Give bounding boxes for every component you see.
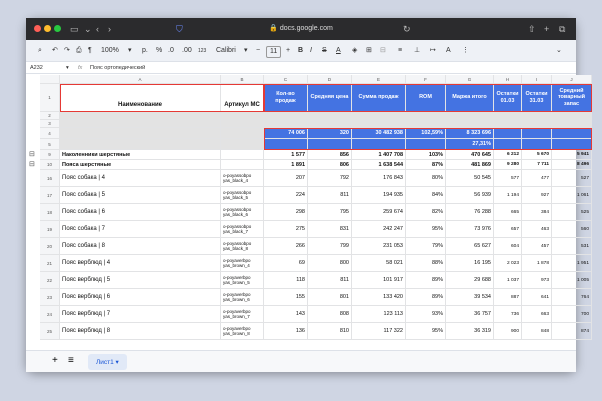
group-toggle-icon[interactable]: ⊟: [29, 151, 35, 158]
cell-c16[interactable]: 207: [264, 170, 308, 187]
zoom-select[interactable]: 100%: [101, 47, 119, 54]
cell-e20[interactable]: 231 053: [352, 238, 406, 255]
cell-h16[interactable]: 577: [494, 170, 522, 187]
cell-b3[interactable]: [221, 120, 264, 128]
fill-color-icon[interactable]: ◈: [352, 47, 358, 54]
row-header[interactable]: 23: [40, 289, 60, 306]
cell-i1[interactable]: Остатки 31.03: [522, 84, 552, 112]
cell-d19[interactable]: 831: [308, 221, 352, 238]
column-header-h[interactable]: H: [494, 75, 522, 84]
cell-h2[interactable]: [494, 112, 522, 120]
decrease-decimal-button[interactable]: .0: [168, 47, 174, 54]
new-tab-icon[interactable]: +: [544, 24, 550, 34]
chevron-down-icon[interactable]: ⌄: [84, 24, 92, 34]
cell-d5[interactable]: [308, 139, 352, 150]
cell-h23[interactable]: 887: [494, 289, 522, 306]
row-header[interactable]: 5: [40, 139, 60, 150]
cell-h9[interactable]: 6 212: [494, 150, 522, 160]
decrease-font-icon[interactable]: −: [256, 47, 261, 54]
cell-f22[interactable]: 89%: [406, 272, 446, 289]
name-box[interactable]: A232: [30, 65, 43, 71]
cell-e16[interactable]: 176 843: [352, 170, 406, 187]
cell-g3[interactable]: [446, 120, 494, 128]
cell-g25[interactable]: 36 319: [446, 323, 494, 340]
cell-d24[interactable]: 808: [308, 306, 352, 323]
cell-d18[interactable]: 795: [308, 204, 352, 221]
cell-b25[interactable]: o-poyaverbpo yas_brown_8: [221, 323, 264, 340]
browser-window: [26, 18, 589, 372]
cell-e19[interactable]: 242 247: [352, 221, 406, 238]
currency-button[interactable]: р.: [142, 47, 148, 54]
cell-e2[interactable]: [352, 112, 406, 120]
strikethrough-icon[interactable]: S: [322, 47, 327, 54]
cell-h17[interactable]: 1 194: [494, 187, 522, 204]
cell-i19[interactable]: 463: [522, 221, 552, 238]
cell-d17[interactable]: 811: [308, 187, 352, 204]
cell-j4[interactable]: [552, 128, 592, 139]
cell-b20[interactable]: o-poyassobpo yas_black_8: [221, 238, 264, 255]
cell-g5[interactable]: 27,31%: [446, 139, 494, 150]
cell-h19[interactable]: 657: [494, 221, 522, 238]
row-header[interactable]: 22: [40, 272, 60, 289]
cell-h5[interactable]: [494, 139, 522, 150]
cell-i25[interactable]: 848: [522, 323, 552, 340]
cell-b5[interactable]: [221, 139, 264, 150]
cell-a9[interactable]: Наколенники шерстяные: [60, 150, 221, 160]
row-header[interactable]: 25: [40, 323, 60, 340]
cell-e22[interactable]: 101 917: [352, 272, 406, 289]
borders-icon[interactable]: ⊞: [366, 47, 372, 54]
cell-j16[interactable]: 527: [552, 170, 592, 187]
cell-c18[interactable]: 298: [264, 204, 308, 221]
cell-a25[interactable]: Пояс верблюд | 8: [60, 323, 221, 340]
cell-a19[interactable]: Пояс собака | 7: [60, 221, 221, 238]
cell-j21[interactable]: 1 951: [552, 255, 592, 272]
cell-d10[interactable]: 806: [308, 160, 352, 170]
cell-e3[interactable]: [352, 120, 406, 128]
cell-d1[interactable]: Средняя цена: [308, 84, 352, 112]
row-header[interactable]: 24: [40, 306, 60, 323]
row-header[interactable]: 4: [40, 128, 60, 139]
cell-h25[interactable]: 900: [494, 323, 522, 340]
cell-a10[interactable]: Пояса шерстяные: [60, 160, 221, 170]
percent-button[interactable]: %: [156, 47, 163, 54]
close-window-button[interactable]: [34, 25, 41, 32]
cell-i3[interactable]: [522, 120, 552, 128]
cell-a16[interactable]: Пояс собака | 4: [60, 170, 221, 187]
cell-j2[interactable]: [552, 112, 592, 120]
cell-g17[interactable]: 56 939: [446, 187, 494, 204]
cell-h18[interactable]: 665: [494, 204, 522, 221]
column-header-j[interactable]: J: [552, 75, 592, 84]
sheets-toolbar: [26, 40, 576, 62]
cell-g20[interactable]: 65 627: [446, 238, 494, 255]
cell-h20[interactable]: 604: [494, 238, 522, 255]
cell-e18[interactable]: 259 674: [352, 204, 406, 221]
cell-c21[interactable]: 69: [264, 255, 308, 272]
cell-a18[interactable]: Пояс собака | 6: [60, 204, 221, 221]
cell-h1[interactable]: Остатки 01.03: [494, 84, 522, 112]
cell-h22[interactable]: 1 037: [494, 272, 522, 289]
cell-g1[interactable]: Маржа итого: [446, 84, 494, 112]
cell-e9[interactable]: 1 407 708: [352, 150, 406, 160]
chevron-down-icon[interactable]: ▾: [128, 47, 132, 54]
wrap-icon[interactable]: ↦: [430, 47, 436, 54]
search-icon[interactable]: ⌕: [38, 47, 42, 54]
cell-i21[interactable]: 1 878: [522, 255, 552, 272]
cell-e21[interactable]: 58 021: [352, 255, 406, 272]
share-icon[interactable]: ⇧: [528, 24, 536, 34]
cell-b10[interactable]: [221, 160, 264, 170]
row-header[interactable]: 16: [40, 170, 60, 187]
more-formats-button[interactable]: 123: [198, 48, 207, 54]
cell-j9[interactable]: 5 941: [552, 150, 592, 160]
cell-b16[interactable]: o-poyassobpo yas_black_4: [221, 170, 264, 187]
cell-e17[interactable]: 194 935: [352, 187, 406, 204]
cell-f19[interactable]: 95%: [406, 221, 446, 238]
row-header[interactable]: 18: [40, 204, 60, 221]
cell-f23[interactable]: 89%: [406, 289, 446, 306]
url-text: docs.google.com: [279, 25, 333, 32]
align-left-icon[interactable]: ≡: [398, 47, 403, 54]
cell-j5[interactable]: [552, 139, 592, 150]
cell-b18[interactable]: o-poyassobpo yas_black_6: [221, 204, 264, 221]
cell-c2[interactable]: [264, 112, 308, 120]
sheet-tab-active[interactable]: Лист1 ▾: [88, 354, 127, 370]
cell-f2[interactable]: [406, 112, 446, 120]
cell-f5[interactable]: [406, 139, 446, 150]
cell-f4[interactable]: 102,59%: [406, 128, 446, 139]
cell-a21[interactable]: Пояс верблюд | 4: [60, 255, 221, 272]
cell-i17[interactable]: 927: [522, 187, 552, 204]
cell-c25[interactable]: 136: [264, 323, 308, 340]
cell-i23[interactable]: 641: [522, 289, 552, 306]
cell-e4[interactable]: 30 482 938: [352, 128, 406, 139]
back-icon[interactable]: ‹: [96, 24, 99, 34]
cell-e23[interactable]: 133 420: [352, 289, 406, 306]
row-header[interactable]: 10: [40, 160, 60, 170]
cell-j1[interactable]: Средний товарный запас: [552, 84, 592, 112]
row-header[interactable]: 9: [40, 150, 60, 160]
cell-b17[interactable]: o-poyassobpo yas_black_5: [221, 187, 264, 204]
row-header[interactable]: 2: [40, 112, 60, 120]
cell-j20[interactable]: 531: [552, 238, 592, 255]
shield-icon[interactable]: ⛉: [176, 24, 183, 34]
cell-f17[interactable]: 84%: [406, 187, 446, 204]
cell-d16[interactable]: 792: [308, 170, 352, 187]
cell-j22[interactable]: 1 005: [552, 272, 592, 289]
fx-icon: fx: [78, 65, 83, 71]
cell-a4[interactable]: [60, 128, 221, 139]
cell-h4[interactable]: [494, 128, 522, 139]
cell-i24[interactable]: 663: [522, 306, 552, 323]
text-color-icon[interactable]: A: [336, 47, 341, 54]
cell-a17[interactable]: Пояс собака | 5: [60, 187, 221, 204]
cell-i5[interactable]: [522, 139, 552, 150]
cell-i18[interactable]: 384: [522, 204, 552, 221]
lock-icon: 🔒: [269, 25, 278, 32]
cell-f16[interactable]: 80%: [406, 170, 446, 187]
column-header-a[interactable]: A: [60, 75, 221, 84]
sidebar-icon[interactable]: ▭: [70, 24, 79, 34]
cell-f9[interactable]: 103%: [406, 150, 446, 160]
group-toggle-icon[interactable]: ⊟: [29, 161, 35, 168]
italic-icon[interactable]: I: [310, 47, 312, 54]
cell-f3[interactable]: [406, 120, 446, 128]
row-header[interactable]: 3: [40, 120, 60, 128]
redo-icon[interactable]: ↷: [64, 47, 70, 54]
cell-d23[interactable]: 801: [308, 289, 352, 306]
cell-j18[interactable]: 525: [552, 204, 592, 221]
cell-c9[interactable]: 1 577: [264, 150, 308, 160]
cell-e1[interactable]: Сумма продаж: [352, 84, 406, 112]
cell-b4[interactable]: [221, 128, 264, 139]
sheet-tab-label: Лист1: [96, 359, 114, 366]
bold-icon[interactable]: B: [298, 47, 304, 54]
cell-i2[interactable]: [522, 112, 552, 120]
zoom-window-button[interactable]: [54, 25, 61, 32]
print-icon[interactable]: ⎙: [76, 47, 82, 54]
cell-g9[interactable]: 470 645: [446, 150, 494, 160]
cell-g4[interactable]: 8 323 696: [446, 128, 494, 139]
row-header[interactable]: 1: [40, 84, 60, 112]
cell-d22[interactable]: 811: [308, 272, 352, 289]
cell-i9[interactable]: 5 670: [522, 150, 552, 160]
font-size-input[interactable]: 11: [266, 46, 281, 58]
row-header[interactable]: 19: [40, 221, 60, 238]
cell-c5[interactable]: [264, 139, 308, 150]
cell-c20[interactable]: 266: [264, 238, 308, 255]
cell-b9[interactable]: [221, 150, 264, 160]
cell-i4[interactable]: [522, 128, 552, 139]
cell-c23[interactable]: 155: [264, 289, 308, 306]
formula-input[interactable]: Пояс ортопедический: [90, 65, 146, 71]
column-header-i[interactable]: I: [522, 75, 552, 84]
cell-a20[interactable]: Пояс собака | 8: [60, 238, 221, 255]
cell-b24[interactable]: o-poyaverbpo yas_brown_7: [221, 306, 264, 323]
cell-g24[interactable]: 36 757: [446, 306, 494, 323]
cell-f10[interactable]: 87%: [406, 160, 446, 170]
row-header[interactable]: 20: [40, 238, 60, 255]
cell-e10[interactable]: 1 638 544: [352, 160, 406, 170]
cell-b22[interactable]: o-poyaverbpo yas_brown_5: [221, 272, 264, 289]
cell-f1[interactable]: ROM: [406, 84, 446, 112]
cell-e24[interactable]: 123 113: [352, 306, 406, 323]
chevron-down-icon[interactable]: ▾: [66, 65, 69, 71]
column-header-e[interactable]: E: [352, 75, 406, 84]
increase-decimal-button[interactable]: .00: [182, 47, 192, 54]
cell-b1[interactable]: Артикул МС: [221, 84, 264, 112]
select-all-corner[interactable]: [40, 75, 60, 84]
cell-e5[interactable]: [352, 139, 406, 150]
cell-d9[interactable]: 856: [308, 150, 352, 160]
cell-f21[interactable]: 88%: [406, 255, 446, 272]
cell-f20[interactable]: 79%: [406, 238, 446, 255]
cell-d20[interactable]: 799: [308, 238, 352, 255]
cell-a5[interactable]: [60, 139, 221, 150]
cell-a22[interactable]: Пояс верблюд | 5: [60, 272, 221, 289]
cell-d25[interactable]: 810: [308, 323, 352, 340]
add-sheet-button[interactable]: +: [52, 355, 58, 366]
cell-j24[interactable]: 700: [552, 306, 592, 323]
all-sheets-button[interactable]: ≡: [68, 355, 74, 366]
rotate-text-icon[interactable]: A: [446, 47, 451, 54]
cell-a24[interactable]: Пояс верблюд | 7: [60, 306, 221, 323]
cell-h10[interactable]: 9 280: [494, 160, 522, 170]
column-header-c[interactable]: C: [264, 75, 308, 84]
row-header[interactable]: 21: [40, 255, 60, 272]
cell-c22[interactable]: 118: [264, 272, 308, 289]
cell-h21[interactable]: 2 023: [494, 255, 522, 272]
cell-f18[interactable]: 82%: [406, 204, 446, 221]
merge-cells-icon[interactable]: ⊟: [380, 47, 386, 54]
column-header-b[interactable]: B: [221, 75, 264, 84]
cell-d3[interactable]: [308, 120, 352, 128]
formula-bar: [26, 62, 576, 74]
cell-f25[interactable]: 95%: [406, 323, 446, 340]
cell-a1[interactable]: Наименование: [60, 84, 221, 112]
cell-c19[interactable]: 275: [264, 221, 308, 238]
cell-d2[interactable]: [308, 112, 352, 120]
cell-c3[interactable]: [264, 120, 308, 128]
cell-a23[interactable]: Пояс верблюд | 6: [60, 289, 221, 306]
cell-b2[interactable]: [221, 112, 264, 120]
cell-a2[interactable]: [60, 112, 221, 120]
column-header-g[interactable]: G: [446, 75, 494, 84]
cell-g21[interactable]: 16 195: [446, 255, 494, 272]
font-select[interactable]: Calibri: [216, 47, 236, 54]
cell-g18[interactable]: 76 288: [446, 204, 494, 221]
chevron-down-icon[interactable]: ▾: [244, 47, 248, 54]
cell-h24[interactable]: 736: [494, 306, 522, 323]
address-bar[interactable]: [226, 22, 376, 36]
cell-j3[interactable]: [552, 120, 592, 128]
cell-b23[interactable]: o-poyaverbpo yas_brown_6: [221, 289, 264, 306]
spreadsheet-grid[interactable]: [26, 75, 589, 350]
tabs-overview-icon[interactable]: ⧉: [559, 24, 566, 34]
cell-j23[interactable]: 764: [552, 289, 592, 306]
cell-d4[interactable]: 320: [308, 128, 352, 139]
forward-icon[interactable]: ›: [108, 24, 111, 34]
column-header-d[interactable]: D: [308, 75, 352, 84]
more-icon[interactable]: ⋮: [462, 47, 469, 54]
valign-icon[interactable]: ⊥: [414, 47, 421, 54]
cell-a3[interactable]: [60, 120, 221, 128]
cell-i16[interactable]: 477: [522, 170, 552, 187]
title-bar: [26, 18, 576, 40]
cell-b19[interactable]: o-poyassobpo yas_black_7: [221, 221, 264, 238]
cell-h3[interactable]: [494, 120, 522, 128]
cell-c17[interactable]: 224: [264, 187, 308, 204]
chevron-down-icon[interactable]: ⌄: [556, 47, 562, 54]
cell-f24[interactable]: 93%: [406, 306, 446, 323]
cell-b21[interactable]: o-poyaverbpo yas_brown_4: [221, 255, 264, 272]
sheet-tab-bar: [26, 350, 576, 372]
cell-g23[interactable]: 39 534: [446, 289, 494, 306]
paint-format-icon[interactable]: ¶: [88, 47, 92, 54]
cell-i20[interactable]: 457: [522, 238, 552, 255]
cell-g16[interactable]: 50 545: [446, 170, 494, 187]
cell-i22[interactable]: 973: [522, 272, 552, 289]
cell-c4[interactable]: 74 006: [264, 128, 308, 139]
cell-c1[interactable]: Кол-во продаж: [264, 84, 308, 112]
cell-j17[interactable]: 1 061: [552, 187, 592, 204]
cell-j19[interactable]: 560: [552, 221, 592, 238]
row-header[interactable]: 17: [40, 187, 60, 204]
cell-g2[interactable]: [446, 112, 494, 120]
cell-g22[interactable]: 29 688: [446, 272, 494, 289]
cell-e25[interactable]: 117 322: [352, 323, 406, 340]
cell-i10[interactable]: 7 711: [522, 160, 552, 170]
column-header-f[interactable]: F: [406, 75, 446, 84]
increase-font-icon[interactable]: +: [286, 47, 291, 54]
reload-icon[interactable]: ↻: [403, 24, 411, 34]
cell-j25[interactable]: 874: [552, 323, 592, 340]
cell-c24[interactable]: 143: [264, 306, 308, 323]
cell-g10[interactable]: 481 869: [446, 160, 494, 170]
cell-c10[interactable]: 1 891: [264, 160, 308, 170]
cell-g19[interactable]: 73 976: [446, 221, 494, 238]
cell-d21[interactable]: 800: [308, 255, 352, 272]
undo-icon[interactable]: ↶: [52, 47, 58, 54]
cell-j10[interactable]: 8 496: [552, 160, 592, 170]
minimize-window-button[interactable]: [44, 25, 51, 32]
